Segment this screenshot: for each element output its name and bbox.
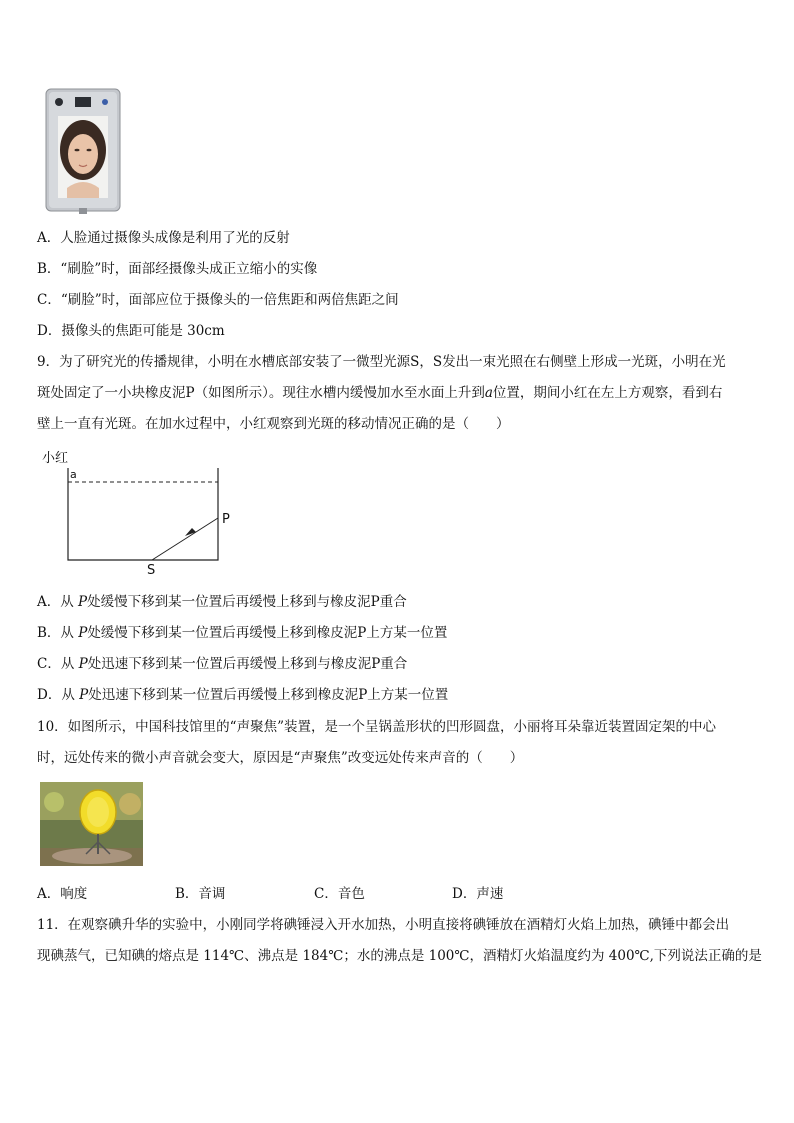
q10-stem-line2: 时，远处传来的微小声音就会变大，原因是“声聚焦”改变远处传来声音的（ ）: [37, 750, 524, 766]
point-s-label: S: [147, 563, 156, 578]
water-tank-figure: [38, 448, 248, 578]
q10-stem-line1: 10．如图所示，中国科技馆里的“声聚焦”装置，是一个呈锅盖形状的凹形圆盘，小丽将耳朵靠近装置固定架的中心: [37, 719, 716, 735]
q9-option-a-var: P: [78, 594, 88, 610]
q10-option-a: A．响度: [37, 886, 88, 902]
q8-option-d: D．摄像头的焦距可能是 30cm: [37, 323, 225, 339]
q9-option-b-prefix: B．从: [37, 625, 79, 641]
q10-option-c: C．音色: [314, 886, 365, 902]
point-p-label: P: [222, 512, 230, 527]
face-scanner-image: [45, 88, 121, 216]
q9-option-a: [37, 593, 407, 611]
q9-option-b-var: P: [78, 625, 88, 641]
q9-stem-line1: 9．为了研究光的传播规律，小明在水槽底部安装了一微型光源S，S发出一束光照在右侧壁上形成一光斑，小明在光: [37, 354, 726, 370]
q10-option-b: B．音调: [175, 886, 226, 902]
sound-focus-photo: [40, 782, 143, 866]
q9-stem-text: 位置，期间小红在左上方观察，看到右: [492, 385, 723, 401]
q10-option-d: D．声速: [452, 886, 504, 902]
q9-option-d-var: P: [79, 687, 89, 703]
q9-stem-line2: [37, 384, 722, 402]
q9-option-d-prefix: D．从: [37, 687, 80, 703]
q8-option-a: A．人脸通过摄像头成像是利用了光的反射: [37, 230, 290, 246]
q9-option-c-var: P: [78, 656, 88, 672]
q9-option-d-text: 处迅速下移到某一位置后再缓慢上移到橡皮泥P上方某一位置: [88, 687, 449, 703]
q9-option-b: [37, 624, 447, 642]
q8-option-b: B．“刷脸”时，面部经摄像头成正立缩小的实像: [37, 261, 318, 277]
q9-option-c-prefix: C．从: [37, 656, 79, 672]
q8-option-c: C．“刷脸”时，面部应位于摄像头的一倍焦距和两倍焦距之间: [37, 292, 399, 308]
q9-stem-line3: 壁上一直有光斑。在加水过程中，小红观察到光斑的移动情况正确的是（ ）: [37, 416, 510, 432]
q9-stem-var: a: [484, 385, 493, 401]
water-level-label: a: [70, 468, 77, 481]
q9-option-b-text: 处缓慢下移到某一位置后再缓慢上移到橡皮泥P上方某一位置: [87, 625, 448, 641]
q11-stem-line2: 现碘蒸气，已知碘的熔点是 114℃、沸点是 184℃；水的沸点是 100℃，酒精灯火焰温度约为 400℃,下列说法正确的是: [37, 948, 762, 964]
q9-option-d: [37, 686, 448, 704]
q9-option-a-text: 处缓慢下移到某一位置后再缓慢上移到与橡皮泥P重合: [87, 594, 407, 610]
q9-option-c: [37, 655, 407, 673]
q9-stem-text: 斑处固定了一小块橡皮泥P（如图所示）。现往水槽内缓慢加水至水面上升到: [37, 385, 485, 401]
q11-stem-line1: 11．在观察碘升华的实验中，小刚同学将碘锤浸入开水加热，小明直接将碘锤放在酒精灯火焰上加热，碘锤中都会出: [37, 917, 730, 933]
q9-option-a-prefix: A．从: [37, 594, 79, 610]
observer-label: 小红: [42, 451, 69, 466]
ray-arrow: [185, 528, 196, 536]
light-ray: [152, 518, 218, 560]
q9-option-c-text: 处迅速下移到某一位置后再缓慢上移到与橡皮泥P重合: [87, 656, 408, 672]
